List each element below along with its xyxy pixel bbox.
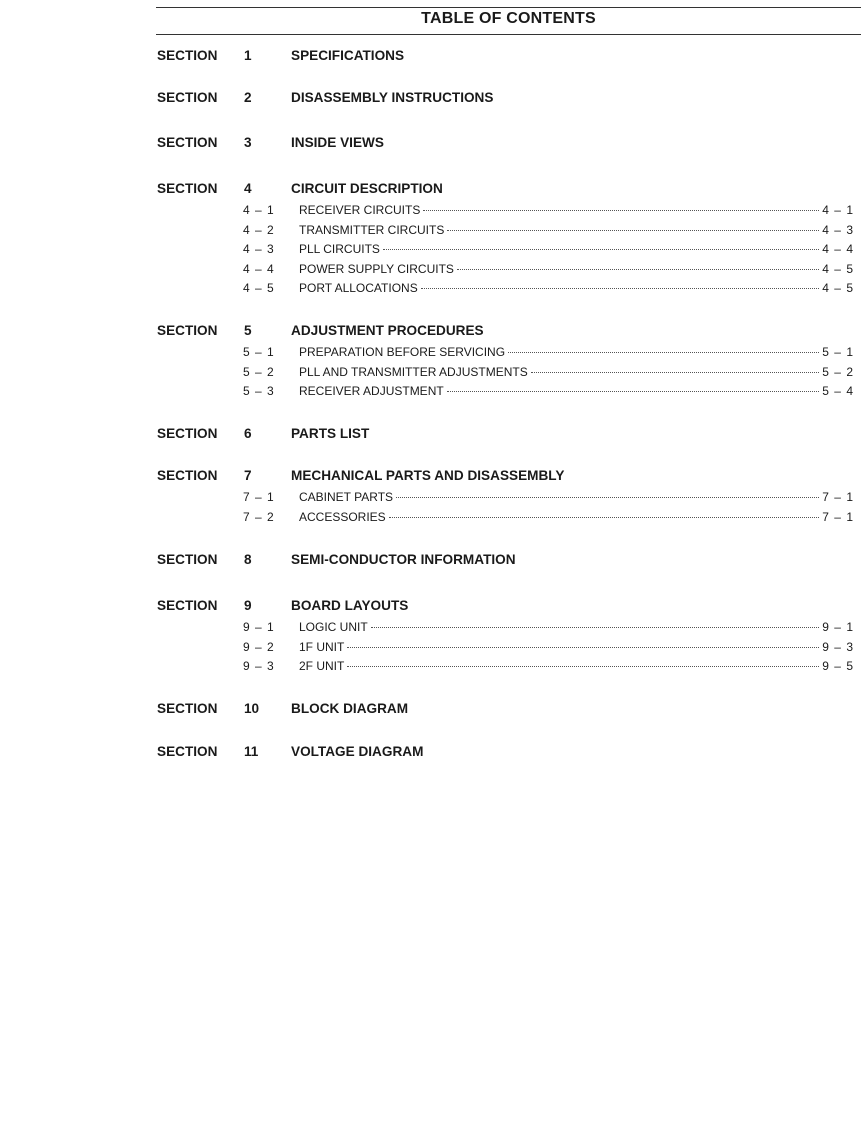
dot-leader <box>531 371 820 373</box>
subsection-row[interactable] <box>243 384 854 400</box>
section-title: VOLTAGE DIAGRAM <box>291 744 424 759</box>
dot-leader <box>447 229 819 231</box>
section-label: SECTION <box>157 90 218 105</box>
section-label: SECTION <box>157 181 218 196</box>
subsection-row[interactable] <box>243 365 854 381</box>
section-number: 9 <box>244 598 252 613</box>
subsection-row[interactable] <box>243 620 854 636</box>
section-number: 3 <box>244 135 252 150</box>
subsection-title: CABINET PARTS <box>299 490 394 504</box>
section-title: MECHANICAL PARTS AND DISASSEMBLY <box>291 468 565 483</box>
subsection-title: RECEIVER ADJUSTMENT <box>299 384 444 398</box>
section-number: 11 <box>244 744 259 759</box>
section-title: ADJUSTMENT PROCEDURES <box>291 323 484 338</box>
subsection-title: 1F UNIT <box>299 639 345 654</box>
section-label: SECTION <box>157 323 218 338</box>
subsection-page-number: 5 – 2 <box>822 364 854 379</box>
subsection-page-number: 7 – 1 <box>822 509 854 524</box>
dot-leader <box>371 626 820 628</box>
subsection-page-number: 4 – 5 <box>822 281 854 295</box>
subsection-title: PLL CIRCUITS <box>299 242 380 256</box>
subsection-row[interactable] <box>243 490 854 506</box>
section-label: SECTION <box>157 552 218 567</box>
subsection-page-number: 9 – 5 <box>822 659 854 673</box>
subsection-title: PORT ALLOCATIONS <box>299 281 418 295</box>
subsection-row[interactable] <box>243 659 854 675</box>
subsection-page-number: 4 – 1 <box>822 203 854 217</box>
section-title: SEMI-CONDUCTOR INFORMATION <box>291 552 516 567</box>
subsection-title: PLL AND TRANSMITTER ADJUSTMENTS <box>299 364 528 379</box>
top-rule <box>156 7 861 8</box>
subsection-page-number: 4 – 4 <box>822 242 854 256</box>
subsection-number: 9 – 2 <box>243 639 275 654</box>
subsection-row[interactable] <box>243 203 854 219</box>
section-title: CIRCUIT DESCRIPTION <box>291 181 443 196</box>
section-number: 1 <box>244 48 252 63</box>
subsection-page-number: 7 – 1 <box>822 490 854 504</box>
section-label: SECTION <box>157 701 218 716</box>
section-number: 4 <box>244 181 252 196</box>
page-title: TABLE OF CONTENTS <box>421 10 596 27</box>
subsection-number: 9 – 1 <box>243 620 275 634</box>
dot-leader <box>383 248 819 250</box>
subsection-title: TRANSMITTER CIRCUITS <box>299 222 445 237</box>
subsection-page-number: 5 – 4 <box>822 384 854 398</box>
section-label: SECTION <box>157 468 218 483</box>
subsection-page-number: 9 – 1 <box>822 620 854 634</box>
dot-leader <box>423 209 819 211</box>
subsection-page-number: 4 – 5 <box>822 261 854 276</box>
section-label: SECTION <box>157 426 218 441</box>
dot-leader <box>389 516 820 518</box>
dot-leader <box>508 351 819 353</box>
dot-leader <box>396 496 819 498</box>
section-number: 6 <box>244 426 252 441</box>
dot-leader <box>447 390 820 392</box>
subsection-number: 5 – 3 <box>243 384 275 398</box>
subsection-page-number: 9 – 3 <box>822 639 854 654</box>
section-number: 8 <box>244 552 252 567</box>
section-title: SPECIFICATIONS <box>291 48 405 63</box>
subsection-number: 4 – 3 <box>243 242 275 256</box>
dot-leader <box>347 646 819 648</box>
subsection-row[interactable] <box>243 223 854 239</box>
subsection-number: 7 – 1 <box>243 490 275 504</box>
section-number: 7 <box>244 468 252 483</box>
subsection-title: LOGIC UNIT <box>299 620 368 634</box>
section-title: BOARD LAYOUTS <box>291 598 409 613</box>
subsection-row[interactable] <box>243 262 854 278</box>
subsection-number: 5 – 1 <box>243 345 275 359</box>
subsection-number: 9 – 3 <box>243 659 275 673</box>
section-number: 2 <box>244 90 252 105</box>
subsection-number: 4 – 5 <box>243 281 275 295</box>
section-label: SECTION <box>157 48 218 63</box>
subsection-title: PREPARATION BEFORE SERVICING <box>299 345 506 359</box>
section-label: SECTION <box>157 598 218 613</box>
subsection-number: 4 – 2 <box>243 222 275 237</box>
section-label: SECTION <box>157 135 218 150</box>
dot-leader <box>457 268 819 270</box>
subsection-row[interactable] <box>243 281 854 297</box>
subsection-row[interactable] <box>243 640 854 656</box>
section-title: INSIDE VIEWS <box>291 135 384 150</box>
subsection-number: 4 – 1 <box>243 203 275 217</box>
section-number: 5 <box>244 323 252 338</box>
subsection-number: 5 – 2 <box>243 364 275 379</box>
subsection-number: 4 – 4 <box>243 261 275 276</box>
subsection-title: RECEIVER CIRCUITS <box>299 203 421 217</box>
section-label: SECTION <box>157 744 218 759</box>
subsection-number: 7 – 2 <box>243 509 275 524</box>
subsection-title: 2F UNIT <box>299 659 345 673</box>
dot-leader <box>347 665 819 667</box>
subsection-title: ACCESSORIES <box>299 509 386 524</box>
dot-leader <box>421 287 820 289</box>
section-title: PARTS LIST <box>291 426 370 441</box>
subsection-title: POWER SUPPLY CIRCUITS <box>299 261 454 276</box>
section-number: 10 <box>244 701 260 716</box>
section-title: BLOCK DIAGRAM <box>291 701 409 716</box>
subsection-row[interactable] <box>243 242 854 258</box>
subsection-page-number: 5 – 1 <box>822 345 854 359</box>
subsection-page-number: 4 – 3 <box>822 222 854 237</box>
subsection-row[interactable] <box>243 510 854 526</box>
section-title: DISASSEMBLY INSTRUCTIONS <box>291 90 494 105</box>
title-underline-rule <box>156 34 861 35</box>
subsection-row[interactable] <box>243 345 854 361</box>
